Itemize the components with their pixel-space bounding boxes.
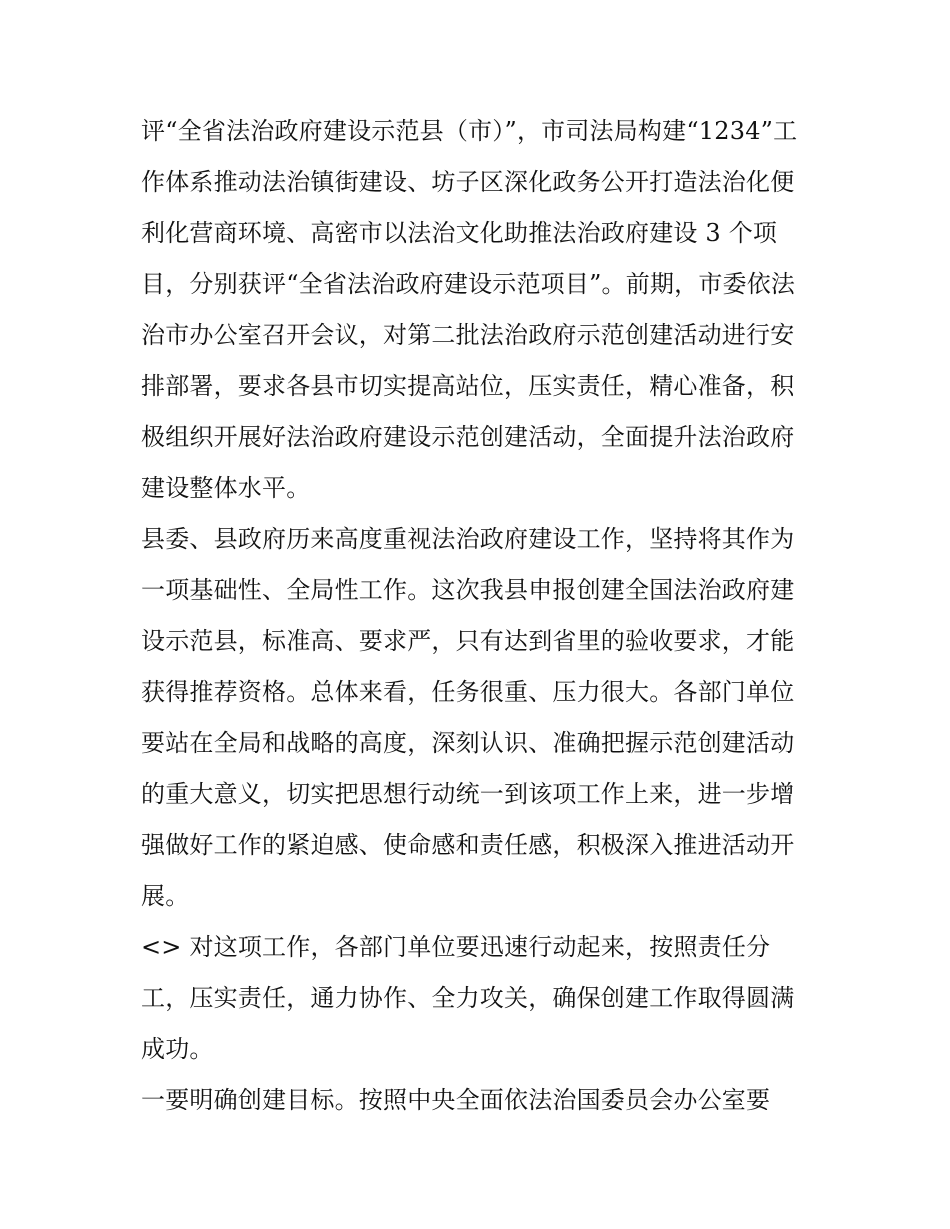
text-line: 成功。 [141, 1035, 214, 1063]
text-line: 设示范县，标准高、要求严，只有达到省里的验收要求，才能 [141, 627, 795, 655]
text-line: <> 对这项工作，各部门单位要迅速行动起来，按照责任分 [141, 933, 771, 961]
text-line: 一要明确创建目标。按照中央全面依法治国委员会办公室要 [141, 1086, 771, 1114]
text-line: 强做好工作的紧迫感、使命感和责任感，积极深入推进活动开 [141, 831, 795, 859]
text-line: 工，压实责任，通力协作、全力攻关，确保创建工作取得圆满 [141, 984, 795, 1012]
text-line: 目，分别获评“全省法治政府建设示范项目”。前期，市委依法 [141, 270, 796, 298]
text-line: 排部署，要求各县市切实提高站位，压实责任，精心准备，积 [141, 372, 795, 400]
text-line: 展。 [141, 882, 190, 910]
text-line: 作体系推动法治镇街建设、坊子区深化政务公开打造法治化便 [141, 168, 795, 196]
text-line: 要站在全局和战略的高度，深刻认识、准确把握示范创建活动 [141, 729, 795, 757]
text-line: 县委、县政府历来高度重视法治政府建设工作，坚持将其作为 [141, 525, 795, 553]
text-line: 评“全省法治政府建设示范县（市）”，市司法局构建“1234”工 [141, 117, 798, 145]
text-line: 一项基础性、全局性工作。这次我县申报创建全国法治政府建 [141, 576, 795, 604]
text-line: 获得推荐资格。总体来看，任务很重、压力很大。各部门单位 [141, 678, 795, 706]
text-line: 建设整体水平。 [141, 474, 311, 502]
text-line: 治市办公室召开会议，对第二批法治政府示范创建活动进行安 [141, 321, 795, 349]
text-line: 的重大意义，切实把思想行动统一到该项工作上来，进一步增 [141, 780, 795, 808]
text-line: 极组织开展好法治政府建设示范创建活动，全面提升法治政府 [141, 423, 795, 451]
text-line: 利化营商环境、高密市以法治文化助推法治政府建设 3 个项 [141, 219, 778, 247]
